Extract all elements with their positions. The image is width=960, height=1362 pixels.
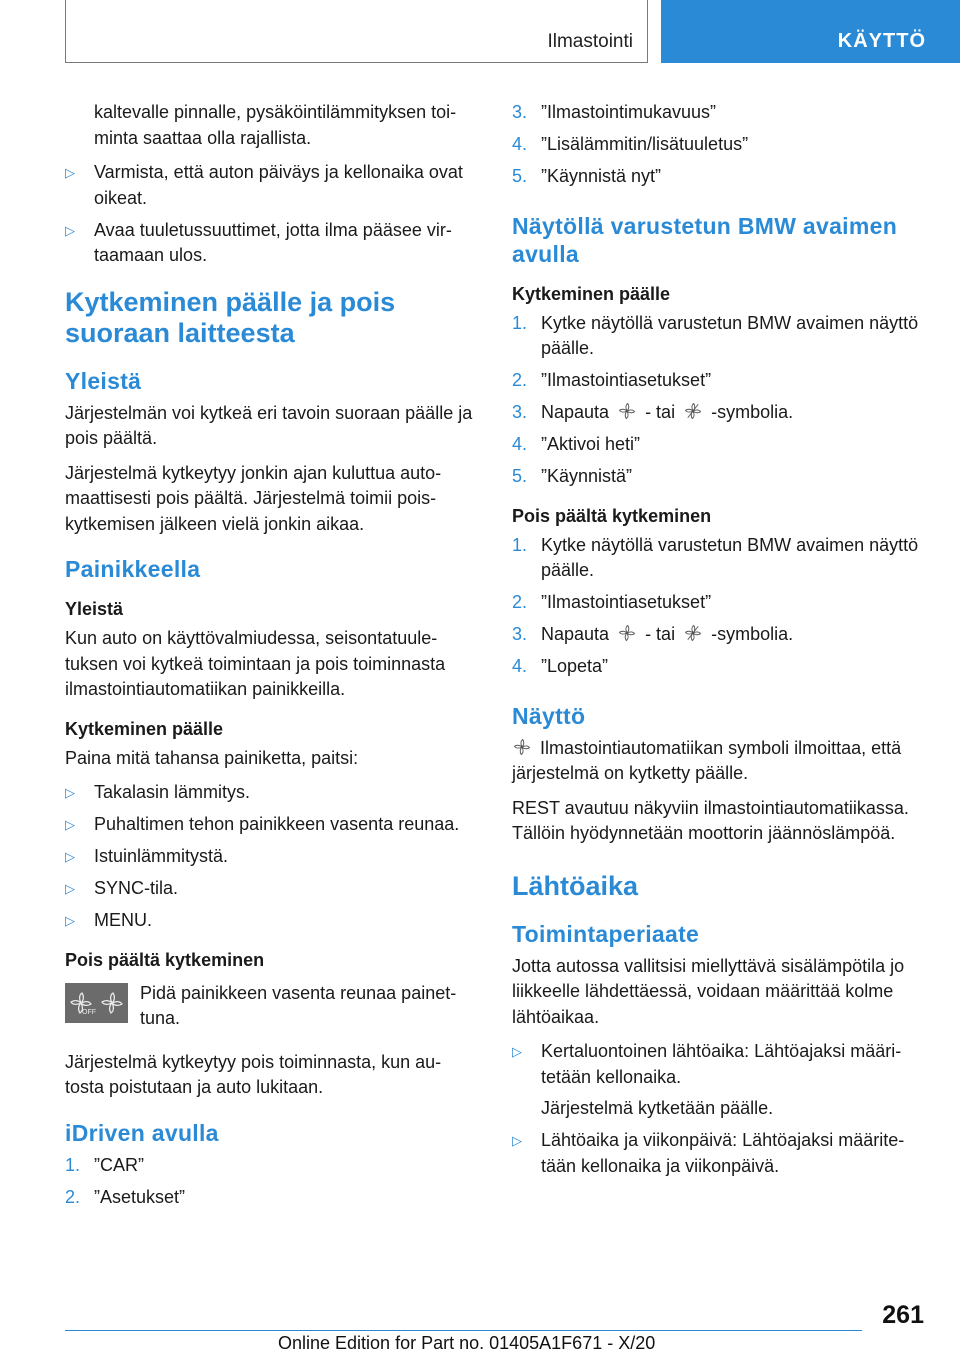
button-instruction-row	[65, 981, 477, 1032]
subheading-switch-off: Pois päältä kytkeminen	[512, 505, 712, 526]
list-item: ▷ Varmista, että auton päiväys ja kellonaika ovat oikeat.	[65, 162, 463, 208]
list-item: ▷ Lähtöaika ja viikonpäivä: Lähtöajaksi määrite- tään kellonaika ja viikonpäivä.	[512, 1130, 905, 1176]
paragraph: Järjestelmän voi kytkeä eri tavoin suoraan päälle ja pois päältä.	[65, 402, 473, 448]
subheading-switch-on: Kytkeminen päälle	[65, 718, 224, 739]
heading-display: Näyttö	[512, 702, 586, 729]
subheading-switch-on: Kytkeminen päälle	[512, 283, 671, 304]
list-item: ▷ Takalasin lämmitys.	[65, 780, 477, 806]
list-item: ▷ MENU.	[65, 908, 477, 934]
triangle-bullet-icon: ▷	[65, 785, 75, 800]
footer-edition: Online Edition for Part no. 01405A1F671 - X/20	[278, 1333, 656, 1353]
fan-off-icon	[69, 991, 96, 1016]
bullet-list-prep	[65, 160, 477, 269]
list-item: 5. ”Käynnistä nyt”	[512, 166, 662, 186]
list-item: 1. Kytke näytöllä varustetun BMW avaimen näyttö päälle.	[512, 312, 919, 358]
fan-icon	[512, 738, 532, 756]
bullet-list-departure	[512, 1039, 930, 1179]
steps-idrive	[65, 1153, 477, 1211]
triangle-bullet-icon: ▷	[512, 1044, 522, 1059]
fan-icon	[617, 624, 637, 642]
page-number: 261	[882, 1301, 924, 1329]
paragraph: Paina mitä tahansa painiketta, paitsi:	[65, 747, 359, 768]
header-section-title: Ilmastointi	[547, 31, 633, 52]
steps-key-on	[512, 311, 930, 490]
list-item: ▷ SYNC-tila.	[65, 876, 477, 902]
list-item: 4. ”Aktivoi heti”	[512, 434, 641, 454]
subheading-general: Yleistä	[65, 599, 124, 619]
list-item: 3. Napauta - tai -symbolia.	[512, 402, 794, 422]
button-instruction-text: Pidä painikkeen vasenta reunaa painet- tuna.	[140, 982, 457, 1028]
heading-direct-switching: Kytkeminen päälle ja pois suoraan laitteesta	[65, 286, 396, 348]
list-item: ▷ Kertaluontoinen lähtöaika: Lähtöajaksi määri- tetään kellonaika. Järjestelmä kytketään päälle.	[512, 1041, 902, 1118]
triangle-bullet-icon: ▷	[65, 913, 75, 928]
list-item: 2. ”Ilmastointiasetukset”	[512, 370, 712, 390]
paragraph-continuation: kaltevalle pinnalle, pysäköintilämmityksen toi- minta saattaa olla rajallista.	[94, 102, 457, 148]
heading-bmw-key: Näytöllä varustetun BMW avaimen avulla	[512, 212, 898, 267]
heading-principle: Toimintaperiaate	[512, 920, 700, 947]
triangle-bullet-icon: ▷	[65, 222, 75, 238]
list-item: ▷ Avaa tuuletussuuttimet, jotta ilma pääsee vir- taamaan ulos.	[65, 219, 452, 265]
steps-idrive-continued	[512, 100, 930, 190]
svg-text:OFF: OFF	[81, 1008, 96, 1016]
list-item: ▷ Puhaltimen tehon painikkeen vasenta reunaa.	[65, 812, 477, 838]
steps-key-off	[512, 533, 930, 680]
fan-auto-icon	[683, 402, 703, 420]
footer-divider	[65, 1330, 862, 1331]
header-chapter-label: KÄYTTÖ	[837, 30, 926, 52]
subheading-switch-off: Pois päältä kytkeminen	[65, 949, 265, 970]
header-section-box	[65, 0, 648, 63]
paragraph: Järjestelmä kytkeytyy pois toiminnasta, kun au- tosta poistutaan ja auto lukitaan.	[65, 1051, 442, 1097]
fan-icon	[617, 402, 637, 420]
list-item: 3. ”Ilmastointimukavuus”	[512, 102, 717, 122]
fan-auto-icon	[683, 624, 703, 642]
list-item: 4. ”Lopeta”	[512, 656, 609, 676]
paragraph: REST avautuu näkyviin ilmastointiautomatiikassa. Tällöin hyödynnetään moottorin jäännöslämpöä.	[512, 797, 909, 843]
list-item: 1. ”CAR”	[65, 1154, 144, 1175]
heading-departure-time: Lähtöaika	[512, 870, 639, 901]
list-item: ▷ Istuinlämmitystä.	[65, 844, 477, 870]
fan-button-image	[65, 983, 128, 1023]
paragraph: Järjestelmä kytkeytyy jonkin ajan kuluttua auto- maattisesti pois päältä. Järjestelmä toimii pois- kytkemisen jälkeen vielä jonkin aikaa.	[65, 462, 442, 534]
triangle-bullet-icon: ▷	[512, 1133, 522, 1148]
heading-idrive: iDriven avulla	[65, 1119, 219, 1146]
list-item: 5. ”Käynnistä”	[512, 466, 633, 486]
header-chapter-tab[interactable]	[661, 0, 960, 63]
list-item: 1. Kytke näytöllä varustetun BMW avaimen näyttö päälle.	[512, 534, 919, 580]
right-column	[512, 100, 930, 1186]
list-item: 4. ”Lisälämmitin/lisätuuletus”	[512, 134, 749, 154]
list-item: 2. ”Ilmastointiasetukset”	[512, 592, 712, 612]
paragraph: Ilmastointiautomatiikan symboli ilmoittaa, että järjestelmä on kytketty päälle.	[512, 737, 902, 783]
paragraph: Jotta autossa vallitsisi miellyttävä sisälämpötila jo liikkeelle lähdettäessä, voidaan määrittää kolme lähtöaikaa.	[512, 955, 905, 1027]
triangle-bullet-icon: ▷	[65, 849, 75, 864]
triangle-bullet-icon: ▷	[65, 817, 75, 832]
heading-general: Yleistä	[65, 367, 142, 394]
list-item: 2. ”Asetukset”	[65, 1186, 186, 1207]
paragraph: Kun auto on käyttövalmiudessa, seisontatuule- tuksen voi kytkeä toimintaan ja pois toiminnasta ilmastointiautomatiikan painikkeilla.	[65, 628, 446, 699]
left-column	[65, 100, 477, 1217]
heading-by-button: Painikkeella	[65, 556, 201, 582]
triangle-bullet-icon: ▷	[65, 881, 75, 896]
list-item: 3. Napauta - tai -symbolia.	[512, 624, 794, 644]
triangle-bullet-icon: ▷	[65, 165, 75, 180]
fan-icon	[100, 991, 124, 1015]
bullet-list-exceptions	[65, 780, 477, 934]
